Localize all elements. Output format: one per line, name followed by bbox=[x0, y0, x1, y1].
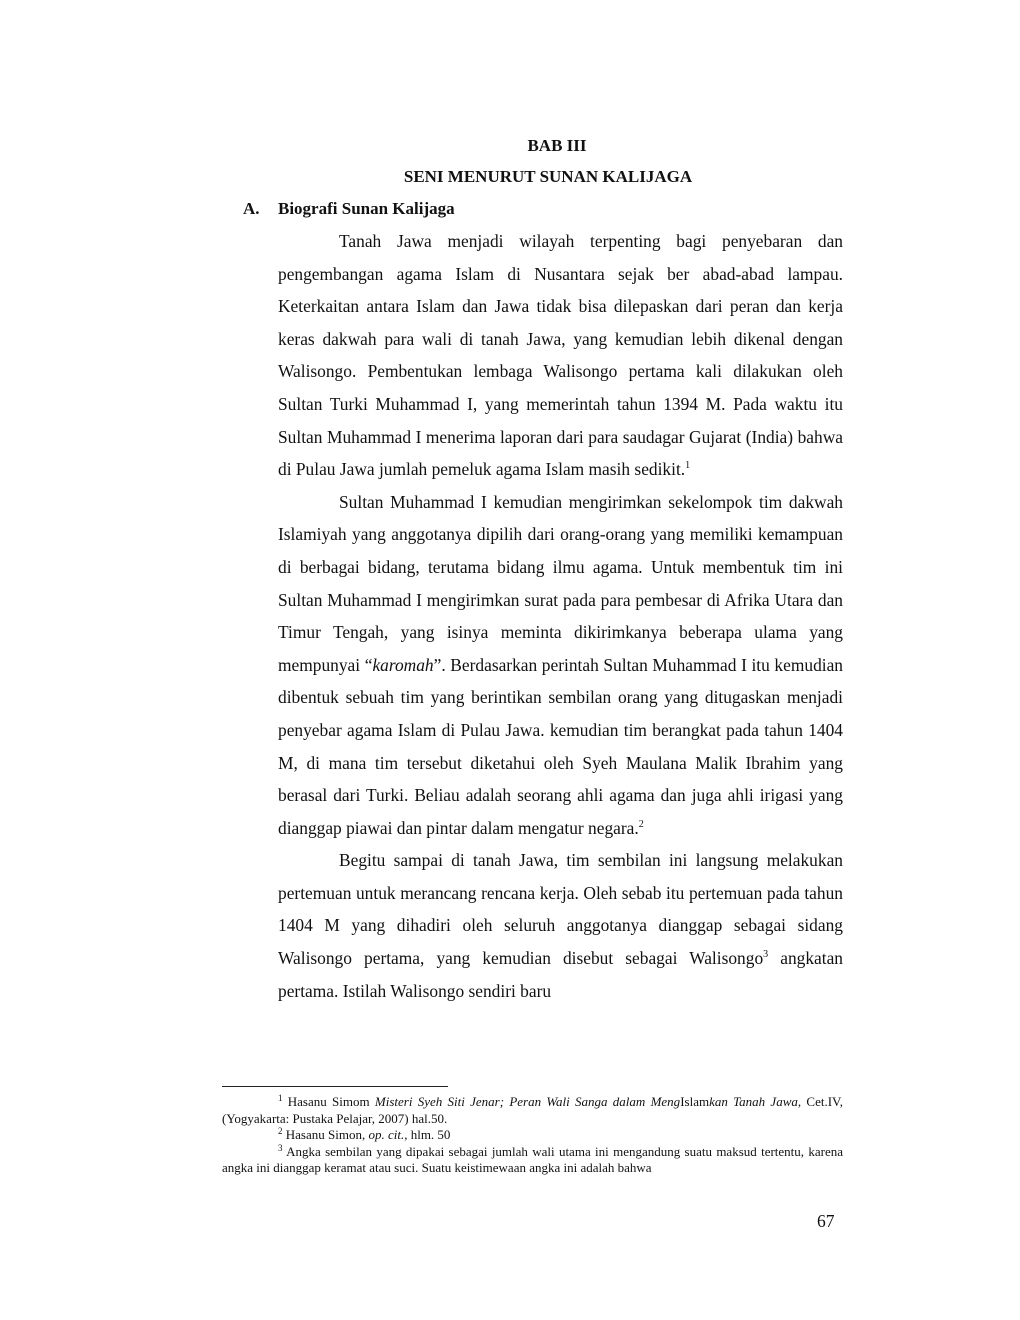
footnote-3 bbox=[222, 1144, 843, 1177]
paragraph-1 bbox=[278, 225, 843, 486]
paragraph-3-text-b: angkatan pertama. Istilah Walisongo sendiri baru bbox=[278, 948, 843, 1001]
footnote-2-rest: hlm. 50 bbox=[407, 1127, 451, 1143]
chapter-title: SENI MENURUT SUNAN KALIJAGA bbox=[403, 167, 693, 186]
footnote-1 bbox=[222, 1094, 843, 1127]
chapter-heading: BAB III bbox=[527, 136, 587, 155]
page-number: 67 bbox=[817, 1211, 835, 1231]
paragraph-3 bbox=[278, 844, 843, 1007]
section-letter: A. bbox=[243, 199, 260, 218]
section-title: Biografi Sunan Kalijaga bbox=[278, 199, 455, 218]
body-text bbox=[278, 225, 843, 1007]
paragraph-2 bbox=[278, 486, 843, 845]
footnote-2-number: 2 bbox=[278, 1126, 283, 1137]
footnote-2-author: Hasanu Simon, bbox=[282, 1127, 369, 1143]
paragraph-3-text-a: Begitu sampai di tanah Jawa, tim sembilan ini langsung melakukan pertemuan untuk merancang rencana kerja. Oleh sebab itu pertemuan pada tahun 1404 M yang dihadiri oleh seluruh anggotanya dianggap sebagai sidang Walisongo pertama, yang kemudian disebut sebagai Walisongo bbox=[278, 850, 843, 969]
footnote-ref-3[interactable]: 3 bbox=[763, 949, 769, 961]
footnote-1-title-a: Misteri Syeh Siti Jenar; Peran Wali Sanga dalam Meng bbox=[374, 1094, 681, 1109]
footnote-1-author: Hasanu Simom bbox=[282, 1094, 375, 1109]
paragraph-2-text-b: ”. Berdasarkan perintah Sultan Muhammad I itu kemudian dibentuk sebuah tim yang berintikan sembilan orang yang ditugaskan menjadi penyebar agama Islam di Pulau Jawa. kemudian tim berangkat pada tahun 1404 M, di mana tim tersebut diketahui oleh Syeh Maulana Malik Ibrahim yang berasal dari Turki. Beliau adalah seorang ahli agama dan juga ahli irigasi yang dianggap piawai dan pintar dalam mengatur negara. bbox=[278, 654, 844, 838]
footnote-1-title-c: kan Tanah Jawa bbox=[709, 1094, 798, 1109]
section-heading bbox=[243, 199, 455, 219]
footnote-1-rest: , Cet.IV, (Yogyakarta: Pustaka Pelajar, 2007) hal.50. bbox=[222, 1094, 843, 1126]
footnote-separator bbox=[222, 1086, 448, 1087]
footnote-1-number: 1 bbox=[278, 1093, 283, 1103]
footnote-2 bbox=[222, 1127, 843, 1144]
paragraph-2-text-a: Sultan Muhammad I kemudian mengirimkan sekelompok tim dakwah Islamiyah yang anggotanya dipilih dari orang-orang yang memiliki kemampuan di berbagai bidang, terutama bidang ilmu agama. Untuk membentuk tim ini Sultan Muhammad I mengirimkan surat pada para pembesar di Afrika Utara dan Timur Tengah, yang isinya meminta dikirimkanya beberapa ulama yang mempunyai “ bbox=[278, 491, 843, 675]
footnote-ref-1[interactable]: 1 bbox=[685, 460, 691, 472]
footnote-1-title-b: Islam bbox=[680, 1094, 710, 1109]
footnote-2-ref: op. cit., bbox=[368, 1127, 408, 1143]
footnote-3-text: Angka sembilan yang dipakai sebagai jumlah wali utama ini mengandung suatu maksud tertentu, karena angka ini dianggap keramat atau suci. Suatu keistimewaan angka ini adalah bahwa bbox=[222, 1143, 843, 1176]
paragraph-1-text: Tanah Jawa menjadi wilayah terpenting bagi penyebaran dan pengembangan agama Islam di Nusantara sejak ber abad-abad lampau. Keterkaitan antara Islam dan Jawa tidak bisa dilepaskan dari peran dan kerja keras dakwah para wali di tanah Jawa, yang kemudian lebih dikenal dengan Walisongo. Pembentukan lembaga Walisongo pertama kali dilakukan oleh Sultan Turki Muhammad I, yang memerintah tahun 1394 M. Pada waktu itu Sultan Muhammad I menerima laporan dari para saudagar Gujarat (India) bahwa di Pulau Jawa jumlah pemeluk agama Islam masih sedikit. bbox=[278, 231, 843, 480]
karomah-term: karomah bbox=[372, 654, 434, 675]
footnote-3-number: 3 bbox=[278, 1142, 283, 1153]
footnote-ref-2[interactable]: 2 bbox=[638, 818, 644, 830]
footnotes bbox=[222, 1094, 843, 1177]
